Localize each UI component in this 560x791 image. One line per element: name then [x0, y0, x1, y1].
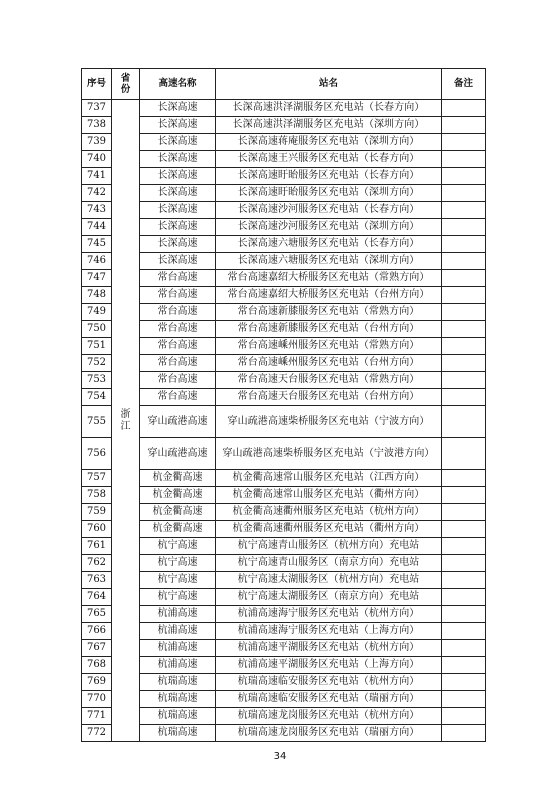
cell-highway: 杭瑞高速: [140, 691, 216, 708]
cell-remark: [442, 438, 486, 470]
cell-station: 杭瑞高速临安服务区充电站（瑞丽方向）: [216, 691, 442, 708]
cell-remark: [442, 253, 486, 270]
cell-seq: 750: [82, 321, 112, 338]
table-row: [82, 589, 486, 606]
header-remark: 备注: [442, 69, 486, 100]
cell-seq: 758: [82, 487, 112, 504]
cell-highway: 长深高速: [140, 219, 216, 236]
cell-highway: 杭宁高速: [140, 555, 216, 572]
cell-station: 长深高速盱眙服务区充电站（长春方向）: [216, 168, 442, 185]
table-row: [82, 572, 486, 589]
cell-station: 杭宁高速青山服务区（南京方向）充电站: [216, 555, 442, 572]
table-row: [82, 606, 486, 623]
cell-remark: [442, 372, 486, 389]
cell-seq: 745: [82, 236, 112, 253]
cell-remark: [442, 270, 486, 287]
cell-station: 长深高速洪泽湖服务区充电站（长春方向）: [216, 100, 442, 117]
cell-highway: 杭瑞高速: [140, 674, 216, 691]
cell-remark: [442, 691, 486, 708]
table-row: [82, 725, 486, 742]
table-row: [82, 538, 486, 555]
cell-highway: 长深高速: [140, 151, 216, 168]
cell-seq: 767: [82, 640, 112, 657]
cell-seq: 754: [82, 389, 112, 406]
cell-highway: 杭浦高速: [140, 606, 216, 623]
cell-station: 常台高速嵊州服务区充电站（台州方向）: [216, 355, 442, 372]
table-row: [82, 304, 486, 321]
cell-seq: 747: [82, 270, 112, 287]
cell-remark: [442, 117, 486, 134]
cell-station: 常台高速天台服务区充电站（台州方向）: [216, 389, 442, 406]
cell-seq: 766: [82, 623, 112, 640]
cell-remark: [442, 555, 486, 572]
cell-remark: [442, 151, 486, 168]
cell-highway: 常台高速: [140, 287, 216, 304]
cell-highway: 常台高速: [140, 355, 216, 372]
cell-seq: 749: [82, 304, 112, 321]
cell-highway: 长深高速: [140, 117, 216, 134]
cell-seq: 765: [82, 606, 112, 623]
cell-station: 穿山疏港高速柴桥服务区充电站（宁波港方向）: [216, 438, 442, 470]
table-row: [82, 100, 486, 117]
cell-seq: 770: [82, 691, 112, 708]
table-row: [82, 117, 486, 134]
cell-highway: 杭浦高速: [140, 657, 216, 674]
cell-station: 杭金衢高速衢州服务区充电站（衢州方向）: [216, 521, 442, 538]
cell-seq: 771: [82, 708, 112, 725]
cell-station: 长深高速蒋庵服务区充电站（深圳方向）: [216, 134, 442, 151]
cell-station: 杭瑞高速龙岗服务区充电站（杭州方向）: [216, 708, 442, 725]
table-row: [82, 640, 486, 657]
cell-seq: 741: [82, 168, 112, 185]
cell-remark: [442, 406, 486, 438]
cell-seq: 746: [82, 253, 112, 270]
cell-seq: 755: [82, 406, 112, 438]
cell-remark: [442, 606, 486, 623]
table-row: [82, 202, 486, 219]
cell-station: 杭浦高速平湖服务区充电站（杭州方向）: [216, 640, 442, 657]
page-number: 34: [273, 751, 287, 762]
cell-station: 穿山疏港高速柴桥服务区充电站（宁波方向）: [216, 406, 442, 438]
cell-station: 长深高速沙河服务区充电站（长春方向）: [216, 202, 442, 219]
cell-highway: 常台高速: [140, 389, 216, 406]
cell-highway: 杭浦高速: [140, 623, 216, 640]
cell-station: 杭金衢高速衢州服务区充电站（杭州方向）: [216, 504, 442, 521]
cell-seq: 762: [82, 555, 112, 572]
table-row: [82, 372, 486, 389]
cell-highway: 常台高速: [140, 372, 216, 389]
cell-station: 长深高速王兴服务区充电站（长春方向）: [216, 151, 442, 168]
table-row: [82, 406, 486, 438]
cell-seq: 756: [82, 438, 112, 470]
table-row: [82, 555, 486, 572]
table-row: [82, 657, 486, 674]
cell-remark: [442, 100, 486, 117]
cell-station: 杭金衢高速常山服务区充电站（江西方向）: [216, 470, 442, 487]
cell-highway: 长深高速: [140, 168, 216, 185]
cell-remark: [442, 134, 486, 151]
cell-province-merged: 浙 江: [112, 100, 140, 742]
cell-station: 杭浦高速海宁服务区充电站（上海方向）: [216, 623, 442, 640]
cell-remark: [442, 640, 486, 657]
cell-highway: 常台高速: [140, 270, 216, 287]
table-row: [82, 504, 486, 521]
cell-remark: [442, 589, 486, 606]
cell-remark: [442, 287, 486, 304]
cell-station: 常台高速嘉绍大桥服务区充电站（台州方向）: [216, 287, 442, 304]
table-row: [82, 623, 486, 640]
header-province: 省 份: [112, 69, 140, 100]
cell-station: 常台高速新膝服务区充电站（台州方向）: [216, 321, 442, 338]
cell-highway: 长深高速: [140, 202, 216, 219]
cell-remark: [442, 168, 486, 185]
cell-highway: 杭浦高速: [140, 640, 216, 657]
cell-highway: 杭宁高速: [140, 589, 216, 606]
cell-remark: [442, 389, 486, 406]
table-row: [82, 185, 486, 202]
cell-station: 杭宁高速太湖服务区（杭州方向）充电站: [216, 572, 442, 589]
cell-station: 常台高速新膝服务区充电站（常熟方向）: [216, 304, 442, 321]
cell-remark: [442, 708, 486, 725]
table-row: [82, 691, 486, 708]
cell-remark: [442, 623, 486, 640]
cell-remark: [442, 236, 486, 253]
cell-seq: 768: [82, 657, 112, 674]
cell-remark: [442, 674, 486, 691]
table-row: [82, 321, 486, 338]
charging-station-table: [81, 68, 486, 742]
cell-remark: [442, 470, 486, 487]
cell-highway: 穿山疏港高速: [140, 406, 216, 438]
cell-station: 杭浦高速海宁服务区充电站（杭州方向）: [216, 606, 442, 623]
cell-remark: [442, 538, 486, 555]
cell-station: 长深高速六塘服务区充电站（深圳方向）: [216, 253, 442, 270]
table-row: [82, 219, 486, 236]
cell-seq: 744: [82, 219, 112, 236]
cell-station: 杭浦高速平湖服务区充电站（上海方向）: [216, 657, 442, 674]
table-row: [82, 355, 486, 372]
cell-highway: 常台高速: [140, 304, 216, 321]
cell-seq: 760: [82, 521, 112, 538]
cell-station: 杭宁高速青山服务区（杭州方向）充电站: [216, 538, 442, 555]
cell-seq: 764: [82, 589, 112, 606]
cell-station: 长深高速六塘服务区充电站（长春方向）: [216, 236, 442, 253]
cell-highway: 杭金衢高速: [140, 487, 216, 504]
cell-highway: 长深高速: [140, 236, 216, 253]
cell-highway: 杭瑞高速: [140, 725, 216, 742]
cell-seq: 737: [82, 100, 112, 117]
table-body: [82, 100, 486, 742]
cell-station: 杭宁高速太湖服务区（南京方向）充电站: [216, 589, 442, 606]
table-header: [82, 69, 486, 100]
cell-remark: [442, 504, 486, 521]
cell-seq: 752: [82, 355, 112, 372]
cell-station: 杭瑞高速临安服务区充电站（杭州方向）: [216, 674, 442, 691]
cell-remark: [442, 219, 486, 236]
cell-station: 长深高速盱眙服务区充电站（深圳方向）: [216, 185, 442, 202]
table-row: [82, 253, 486, 270]
cell-highway: 杭宁高速: [140, 538, 216, 555]
table-row: [82, 168, 486, 185]
cell-seq: 761: [82, 538, 112, 555]
cell-highway: 杭金衢高速: [140, 470, 216, 487]
cell-remark: [442, 487, 486, 504]
table-row: [82, 236, 486, 253]
cell-remark: [442, 725, 486, 742]
cell-remark: [442, 355, 486, 372]
cell-seq: 738: [82, 117, 112, 134]
header-seq: 序号: [82, 69, 112, 100]
cell-seq: 739: [82, 134, 112, 151]
cell-highway: 长深高速: [140, 100, 216, 117]
cell-highway: 常台高速: [140, 338, 216, 355]
cell-seq: 753: [82, 372, 112, 389]
cell-station: 常台高速嘉绍大桥服务区充电站（常熟方向）: [216, 270, 442, 287]
header-station: 站名: [216, 69, 442, 100]
cell-seq: 742: [82, 185, 112, 202]
table-row: [82, 338, 486, 355]
table-row: [82, 270, 486, 287]
table-row: [82, 521, 486, 538]
table-row: [82, 287, 486, 304]
table-row: [82, 134, 486, 151]
cell-highway: 常台高速: [140, 321, 216, 338]
cell-remark: [442, 185, 486, 202]
table-row: [82, 674, 486, 691]
cell-highway: 长深高速: [140, 253, 216, 270]
cell-seq: 743: [82, 202, 112, 219]
cell-highway: 杭瑞高速: [140, 708, 216, 725]
cell-highway: 长深高速: [140, 185, 216, 202]
table-row: [82, 470, 486, 487]
cell-seq: 748: [82, 287, 112, 304]
cell-highway: 杭宁高速: [140, 572, 216, 589]
cell-seq: 772: [82, 725, 112, 742]
table-row: [82, 708, 486, 725]
cell-remark: [442, 304, 486, 321]
table-row: [82, 438, 486, 470]
table-row: [82, 151, 486, 168]
cell-station: 杭瑞高速龙岗服务区充电站（瑞丽方向）: [216, 725, 442, 742]
cell-station: 长深高速沙河服务区充电站（深圳方向）: [216, 219, 442, 236]
cell-seq: 757: [82, 470, 112, 487]
cell-seq: 763: [82, 572, 112, 589]
cell-remark: [442, 521, 486, 538]
cell-seq: 769: [82, 674, 112, 691]
cell-remark: [442, 572, 486, 589]
cell-seq: 759: [82, 504, 112, 521]
table-row: [82, 487, 486, 504]
cell-highway: 长深高速: [140, 134, 216, 151]
cell-highway: 穿山疏港高速: [140, 438, 216, 470]
table-row: [82, 389, 486, 406]
cell-remark: [442, 321, 486, 338]
cell-station: 杭金衢高速常山服务区充电站（衢州方向）: [216, 487, 442, 504]
cell-station: 长深高速洪泽湖服务区充电站（深圳方向）: [216, 117, 442, 134]
cell-seq: 751: [82, 338, 112, 355]
cell-remark: [442, 202, 486, 219]
cell-station: 常台高速天台服务区充电站（常熟方向）: [216, 372, 442, 389]
cell-highway: 杭金衢高速: [140, 521, 216, 538]
cell-station: 常台高速嵊州服务区充电站（常熟方向）: [216, 338, 442, 355]
header-highway: 高速名称: [140, 69, 216, 100]
cell-seq: 740: [82, 151, 112, 168]
cell-remark: [442, 338, 486, 355]
cell-highway: 杭金衢高速: [140, 504, 216, 521]
cell-remark: [442, 657, 486, 674]
